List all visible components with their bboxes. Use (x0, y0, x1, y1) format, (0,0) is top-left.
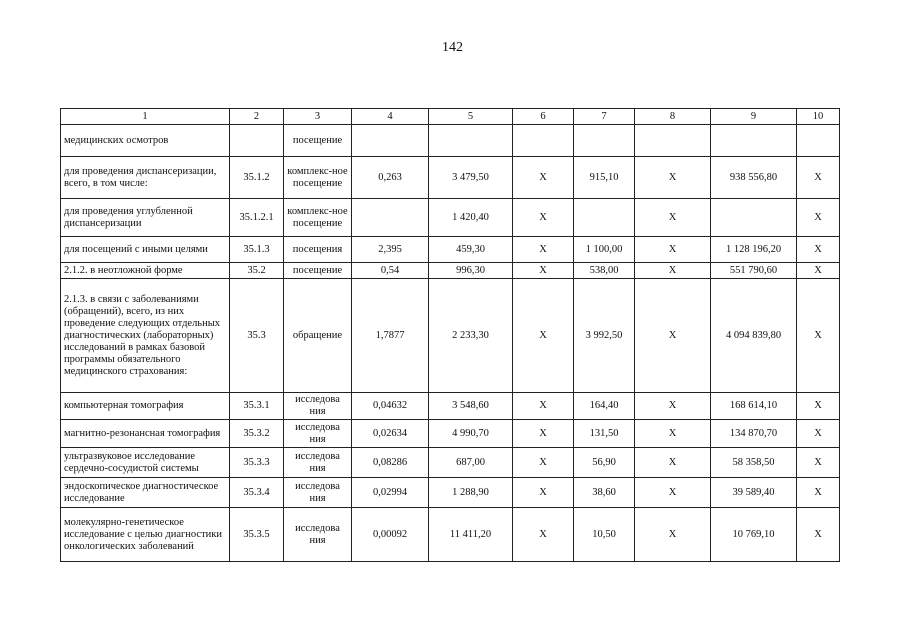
cell-col5: 3 479,50 (429, 157, 513, 199)
cell-col5: 687,00 (429, 448, 513, 478)
row-name: 2.1.2. в неотложной форме (61, 263, 230, 279)
cell-col7 (574, 199, 635, 237)
cell-col9: 10 769,10 (711, 508, 797, 562)
column-header: 6 (513, 109, 574, 125)
cell-col7: 10,50 (574, 508, 635, 562)
cell-col9: 938 556,80 (711, 157, 797, 199)
row-unit: посещение (284, 125, 352, 157)
cell-col6: X (513, 237, 574, 263)
cell-col4 (352, 199, 429, 237)
cell-col5: 459,30 (429, 237, 513, 263)
row-code: 35.3.1 (230, 393, 284, 420)
table-row (61, 478, 840, 508)
cell-col9: 551 790,60 (711, 263, 797, 279)
row-unit: посещение (284, 263, 352, 279)
row-code: 35.3 (230, 279, 284, 393)
cell-col6: X (513, 448, 574, 478)
row-name: ультразвуковое исследование сердечно-сосудистой системы (61, 448, 230, 478)
cell-col9: 4 094 839,80 (711, 279, 797, 393)
row-name: компьютерная томография (61, 393, 230, 420)
cell-col4 (352, 125, 429, 157)
table-row (61, 157, 840, 199)
row-code: 35.1.2.1 (230, 199, 284, 237)
row-unit: посещения (284, 237, 352, 263)
column-header: 9 (711, 109, 797, 125)
cell-col4: 0,263 (352, 157, 429, 199)
cell-col6 (513, 125, 574, 157)
row-name: для проведения диспансеризации, всего, в том числе: (61, 157, 230, 199)
row-unit: комплекс-ное посещение (284, 157, 352, 199)
row-code: 35.3.3 (230, 448, 284, 478)
cell-col9: 1 128 196,20 (711, 237, 797, 263)
cell-col8: X (635, 508, 711, 562)
row-code: 35.1.2 (230, 157, 284, 199)
cell-col4: 2,395 (352, 237, 429, 263)
cell-col5: 1 288,90 (429, 478, 513, 508)
cell-col6: X (513, 263, 574, 279)
column-header: 5 (429, 109, 513, 125)
table-row (61, 279, 840, 393)
row-name: эндоскопическое диагностическое исследование (61, 478, 230, 508)
cell-col7: 38,60 (574, 478, 635, 508)
table-row (61, 125, 840, 157)
cell-col7: 915,10 (574, 157, 635, 199)
cell-col6: X (513, 199, 574, 237)
cell-col8: X (635, 279, 711, 393)
header-row (61, 109, 840, 125)
cell-col6: X (513, 279, 574, 393)
cell-col7: 131,50 (574, 420, 635, 448)
cell-col10: X (797, 237, 840, 263)
cell-col10: X (797, 199, 840, 237)
column-header: 8 (635, 109, 711, 125)
cell-col4: 0,02994 (352, 478, 429, 508)
cell-col9: 168 614,10 (711, 393, 797, 420)
cell-col6: X (513, 508, 574, 562)
cell-col7: 164,40 (574, 393, 635, 420)
cell-col4: 0,02634 (352, 420, 429, 448)
row-unit: обращение (284, 279, 352, 393)
cell-col10: X (797, 508, 840, 562)
cell-col4: 0,08286 (352, 448, 429, 478)
row-code: 35.3.5 (230, 508, 284, 562)
cell-col8: X (635, 478, 711, 508)
row-unit: исследова ния (284, 393, 352, 420)
cell-col10: X (797, 393, 840, 420)
row-code (230, 125, 284, 157)
row-code: 35.2 (230, 263, 284, 279)
cell-col5: 4 990,70 (429, 420, 513, 448)
row-name: медицинских осмотров (61, 125, 230, 157)
cell-col9: 39 589,40 (711, 478, 797, 508)
row-code: 35.1.3 (230, 237, 284, 263)
cell-col5 (429, 125, 513, 157)
table-row (61, 420, 840, 448)
row-unit: комплекс-ное посещение (284, 199, 352, 237)
cell-col6: X (513, 393, 574, 420)
cell-col4: 0,54 (352, 263, 429, 279)
cell-col5: 11 411,20 (429, 508, 513, 562)
cell-col5: 1 420,40 (429, 199, 513, 237)
table-row (61, 448, 840, 478)
cell-col9 (711, 125, 797, 157)
row-name: для посещений с иными целями (61, 237, 230, 263)
cell-col4: 1,7877 (352, 279, 429, 393)
cell-col6: X (513, 420, 574, 448)
cell-col10: X (797, 478, 840, 508)
cell-col8: X (635, 420, 711, 448)
cell-col8: X (635, 237, 711, 263)
column-header: 10 (797, 109, 840, 125)
row-unit: исследова ния (284, 420, 352, 448)
tariff-table (60, 108, 840, 562)
cell-col8: X (635, 263, 711, 279)
row-code: 35.3.4 (230, 478, 284, 508)
column-header: 1 (61, 109, 230, 125)
row-name: 2.1.3. в связи с заболеваниями (обращений), всего, из них проведение следующих отдельных диагностических (лабораторных) исследований в рамках базовой программы обязательного медицинского страхования: (61, 279, 230, 393)
row-name: молекулярно-генетическое исследование с целью диагностики онкологических заболеваний (61, 508, 230, 562)
cell-col7: 538,00 (574, 263, 635, 279)
cell-col4: 0,04632 (352, 393, 429, 420)
table-row (61, 199, 840, 237)
table-row (61, 508, 840, 562)
cell-col10: X (797, 279, 840, 393)
table-row (61, 393, 840, 420)
cell-col6: X (513, 478, 574, 508)
cell-col7 (574, 125, 635, 157)
cell-col10: X (797, 420, 840, 448)
cell-col10 (797, 125, 840, 157)
cell-col8: X (635, 393, 711, 420)
table-row (61, 237, 840, 263)
cell-col4: 0,00092 (352, 508, 429, 562)
cell-col9 (711, 199, 797, 237)
cell-col6: X (513, 157, 574, 199)
column-header: 3 (284, 109, 352, 125)
cell-col9: 58 358,50 (711, 448, 797, 478)
row-unit: исследова ния (284, 448, 352, 478)
page-number: 142 (442, 40, 463, 55)
row-code: 35.3.2 (230, 420, 284, 448)
row-unit: исследова ния (284, 508, 352, 562)
cell-col8: X (635, 199, 711, 237)
column-header: 2 (230, 109, 284, 125)
row-name: магнитно-резонансная томография (61, 420, 230, 448)
cell-col5: 996,30 (429, 263, 513, 279)
column-header: 4 (352, 109, 429, 125)
cell-col8: X (635, 448, 711, 478)
cell-col10: X (797, 157, 840, 199)
cell-col8: X (635, 157, 711, 199)
cell-col9: 134 870,70 (711, 420, 797, 448)
cell-col7: 3 992,50 (574, 279, 635, 393)
cell-col10: X (797, 263, 840, 279)
cell-col7: 1 100,00 (574, 237, 635, 263)
cell-col8 (635, 125, 711, 157)
row-name: для проведения углубленной диспансеризации (61, 199, 230, 237)
table-row (61, 263, 840, 279)
column-header: 7 (574, 109, 635, 125)
cell-col7: 56,90 (574, 448, 635, 478)
cell-col5: 3 548,60 (429, 393, 513, 420)
cell-col10: X (797, 448, 840, 478)
row-unit: исследова ния (284, 478, 352, 508)
cell-col5: 2 233,30 (429, 279, 513, 393)
